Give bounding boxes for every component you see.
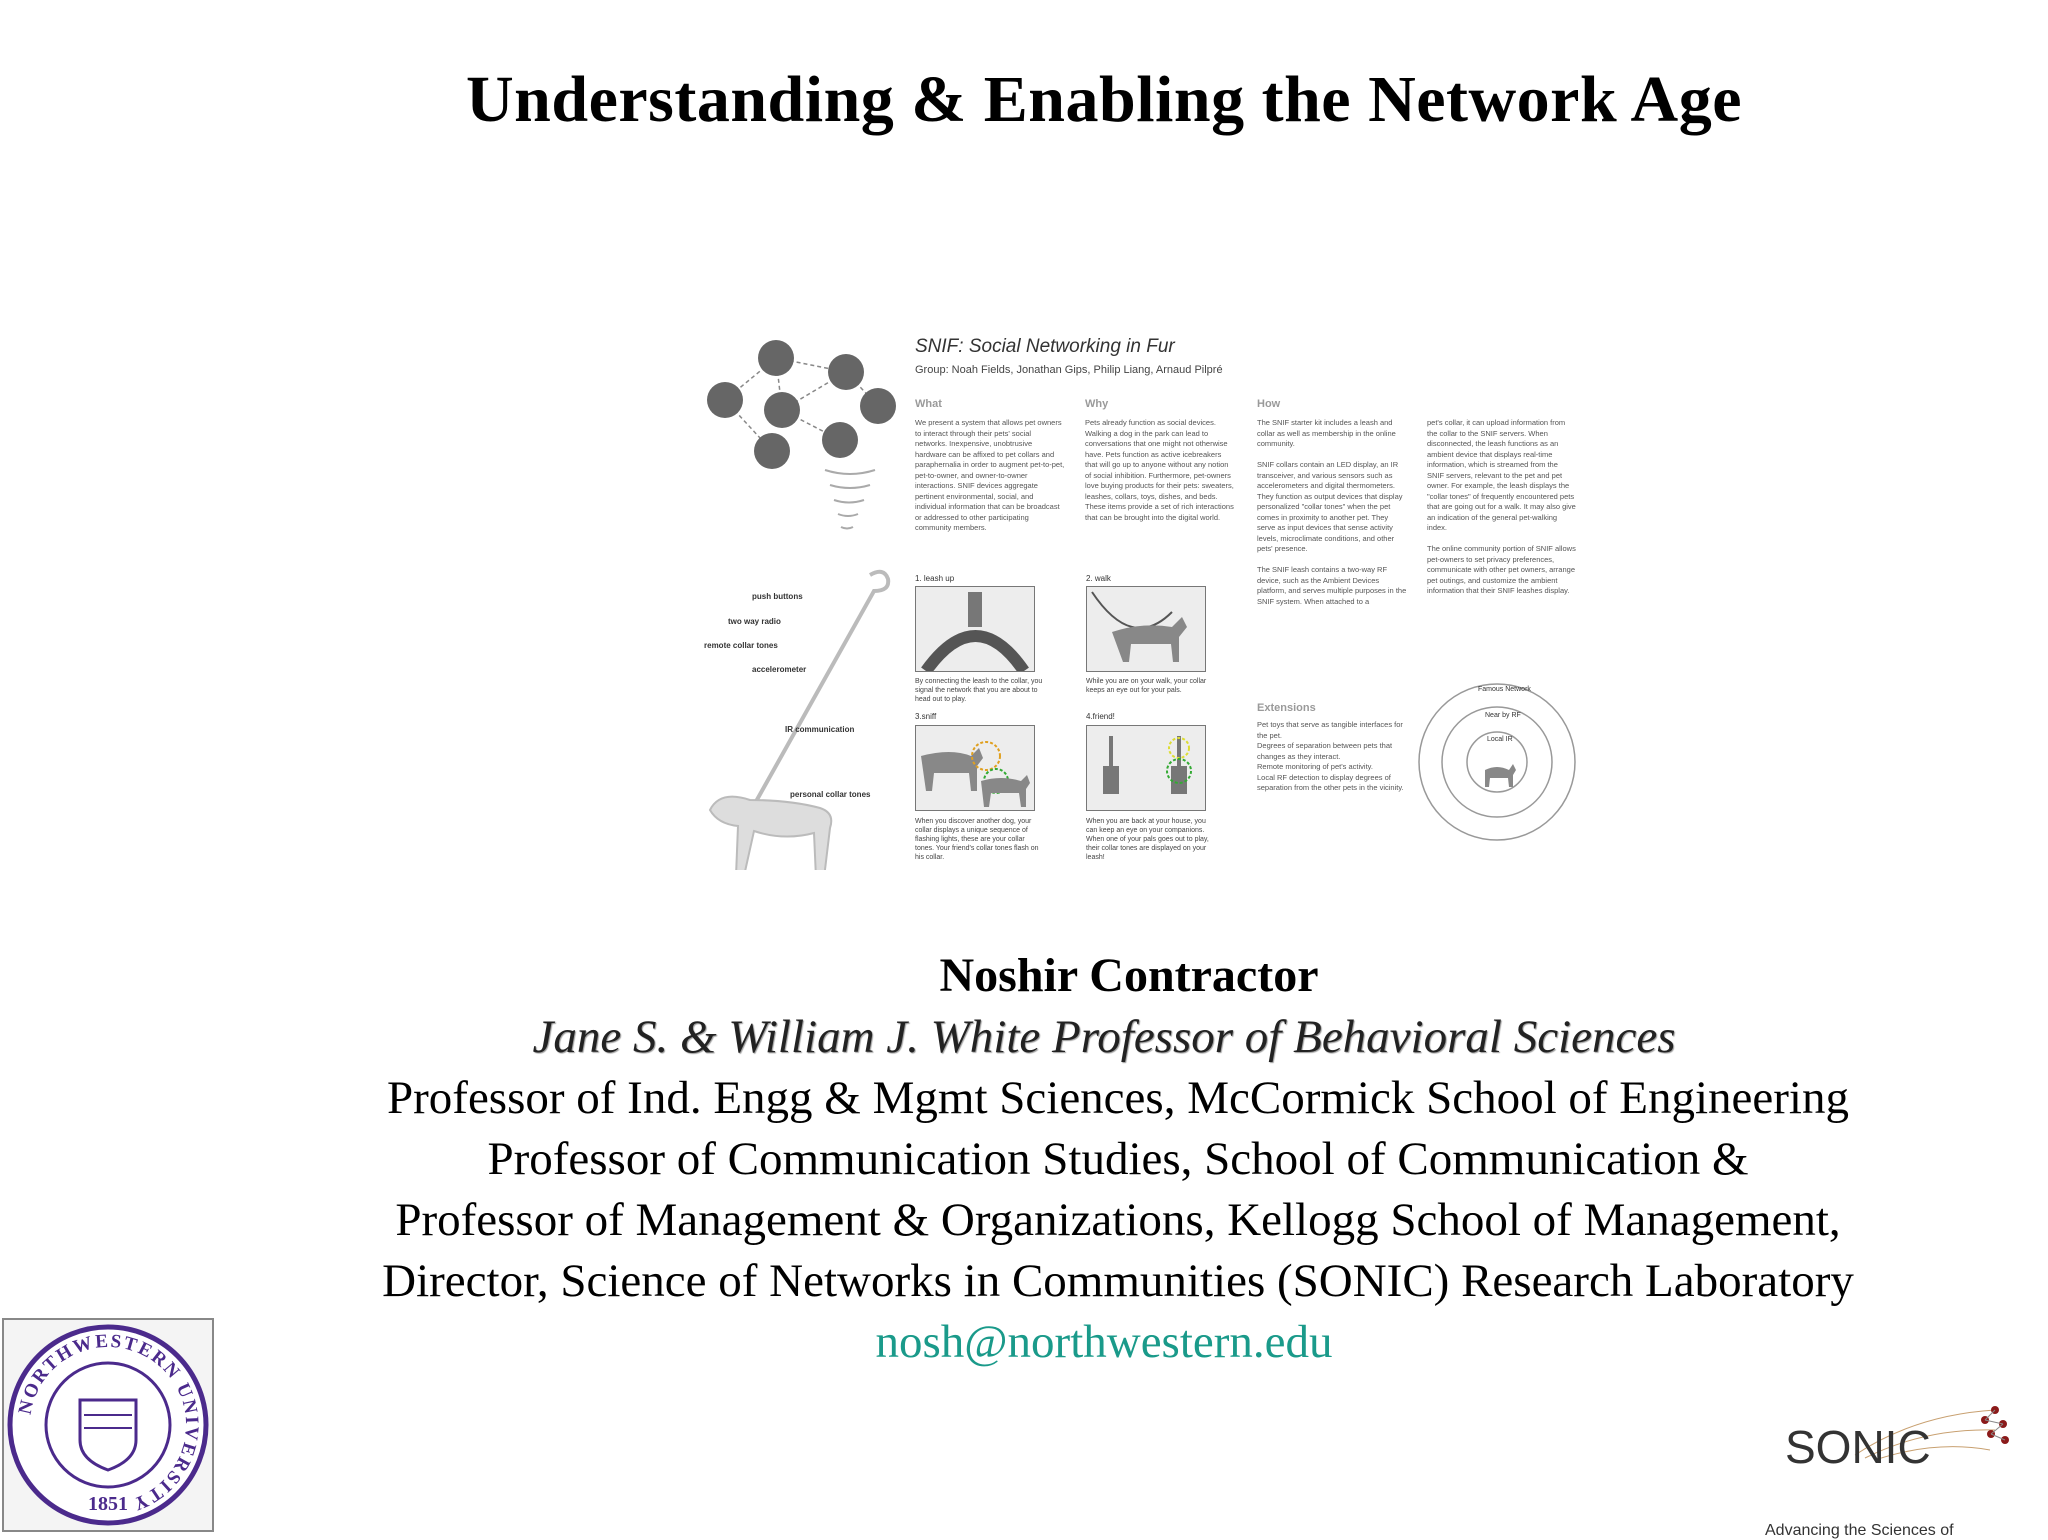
sonic-logo-text: SONIC — [1785, 1421, 1931, 1473]
ring-label-local-ir: Local IR — [1487, 736, 1513, 743]
seal-ring-text: NORTHWESTERN UNIVERSITY — [14, 1330, 203, 1515]
step-3-caption: When you discover another dog, your collar displays a unique sequence of flashing lights, these are your collar tones. Your friend's collar tones flash on his collar. — [915, 818, 1039, 861]
speaker-title-5: Director, Science of Networks in Communities (SONIC) Research Laboratory — [382, 1255, 1854, 1307]
leash-label-push-buttons: push buttons — [752, 592, 803, 601]
what-heading: What — [915, 398, 942, 410]
step-4-image — [1086, 725, 1206, 811]
northwestern-seal — [2, 1318, 214, 1532]
step-1-caption: By connecting the leash to the collar, you signal the network that you are about to head out to play. — [915, 678, 1043, 703]
step-1-image — [915, 586, 1035, 672]
step-3-image — [915, 725, 1035, 811]
why-text: Pets already function as social devices. Walking a dog in the park can lead to conversations that one might not otherwise have. Pets function as active icebreakers that will go up to anyone without any notion of social inhibition. Furthermore, pet-owners love buying products for their pets: sweaters, leashes, collars, toys, dishes, and beds. These items provide a set of rich interactions that can be brought into the digital world. — [1085, 418, 1234, 522]
leash-label-remote-collar-tones: remote collar tones — [704, 641, 778, 650]
step-4-caption: When you are back at your house, you can keep an eye on your companions. When one of your pals goes out to play, their collar tones are displayed on your leash! — [1086, 818, 1209, 861]
step-3-label: 3.sniff — [915, 712, 937, 721]
step-2-caption: While you are on your walk, your collar keeps an eye out for your pals. — [1086, 678, 1207, 694]
speaker-title-1: Jane S. & William J. White Professor of Behavioral Sciences — [532, 1011, 1676, 1063]
how-text-1: The SNIF starter kit includes a leash and collar as well as membership in the online community. SNIF collars contain an LED display, an IR transceiver, and various sensors such as accelerometers and digital thermometers. They function as output devices that display personalized "collar tones" when the pet comes in proximity to another pet. They serve as input devices that sense activity levels, microclimate conditions, and other pets' presence. The SNIF leash contains a two-way RF device, such as the Ambient Devices platform, and serves multiple purposes in the SNIF system. When attached to a — [1257, 418, 1407, 606]
step-1-label: 1. leash up — [915, 574, 955, 583]
step-4-label: 4.friend! — [1086, 712, 1115, 721]
poster-title: SNIF: Social Networking in Fur — [915, 336, 1175, 357]
speaker-email-link[interactable]: nosh@northwestern.edu — [875, 1316, 1333, 1368]
poster-group: Group: Noah Fields, Jonathan Gips, Philip Liang, Arnaud Pilpré — [915, 364, 1223, 376]
extensions-text: Pet toys that serve as tangible interfaces for the pet. Degrees of separation between pets that changes as they interact. Remote monitoring of pet's activity. Local RF detection to display degrees of separation from the other pets in the vicinity. — [1257, 720, 1404, 792]
step-2-label: 2. walk — [1086, 574, 1111, 583]
speaker-name: Noshir Contractor — [939, 949, 1319, 1002]
sonic-tagline: Advancing the Sciences of — [1765, 1522, 1954, 1539]
what-text: We present a system that allows pet owners to interact through their pets' social networks. Inexpensive, unobtrusive hardware can be affixed to pet collars and paraphernalia in order to augment pet-to-pet, pet-to-owner, and owner-to-owner interactions. SNIF devices aggregate pertinent environmental, social, and individual information that can be broadcast or addressed to other participating community members. — [915, 418, 1065, 532]
speaker-title-4: Professor of Management & Organizations, Kellogg School of Management, — [395, 1194, 1841, 1246]
leash-label-two-way-radio: two way radio — [728, 617, 781, 626]
leash-label-accelerometer: accelerometer — [752, 665, 807, 674]
speaker-title-2: Professor of Ind. Engg & Mgmt Sciences, McCormick School of Engineering — [387, 1072, 1849, 1124]
how-text-2: pet's collar, it can upload information from the collar to the SNIF servers. When disconnected, the leash functions as an ambient device that displays real-time information, which is streamed from the SNIF servers, relevant to the pet and pet owner. For example, the leash displays the "collar tones" of frequently encountered pets that are going out for a walk. It may also give an indication of the general pet-walking index. The online community portion of SNIF allows pet-owners to set privacy preferences, communicate with other pet owners, arrange pet outings, and customize the ambient information that their SNIF leashes display. — [1427, 418, 1576, 595]
leash-label-personal-collar-tones: personal collar tones — [790, 790, 871, 799]
why-heading: Why — [1085, 398, 1109, 410]
pet-network-graphic — [700, 330, 900, 550]
speaker-title-3: Professor of Communication Studies, School of Communication & — [487, 1133, 1749, 1185]
leash-label-ir-communication: IR communication — [785, 725, 855, 734]
step-2-image — [1086, 586, 1206, 672]
leash-diagram — [700, 560, 900, 870]
ring-label-near-by-rf: Near by RF — [1485, 712, 1521, 719]
how-heading: How — [1257, 398, 1281, 410]
rings-diagram — [1415, 680, 1580, 845]
ring-label-famous-network: Famous Network — [1478, 686, 1531, 693]
slide-title: Understanding & Enabling the Network Age — [466, 63, 1742, 136]
snif-poster — [700, 330, 1600, 870]
sonic-logo — [1785, 1400, 2015, 1480]
seal-year: 1851 — [88, 1493, 128, 1515]
extensions-heading: Extensions — [1257, 702, 1316, 714]
